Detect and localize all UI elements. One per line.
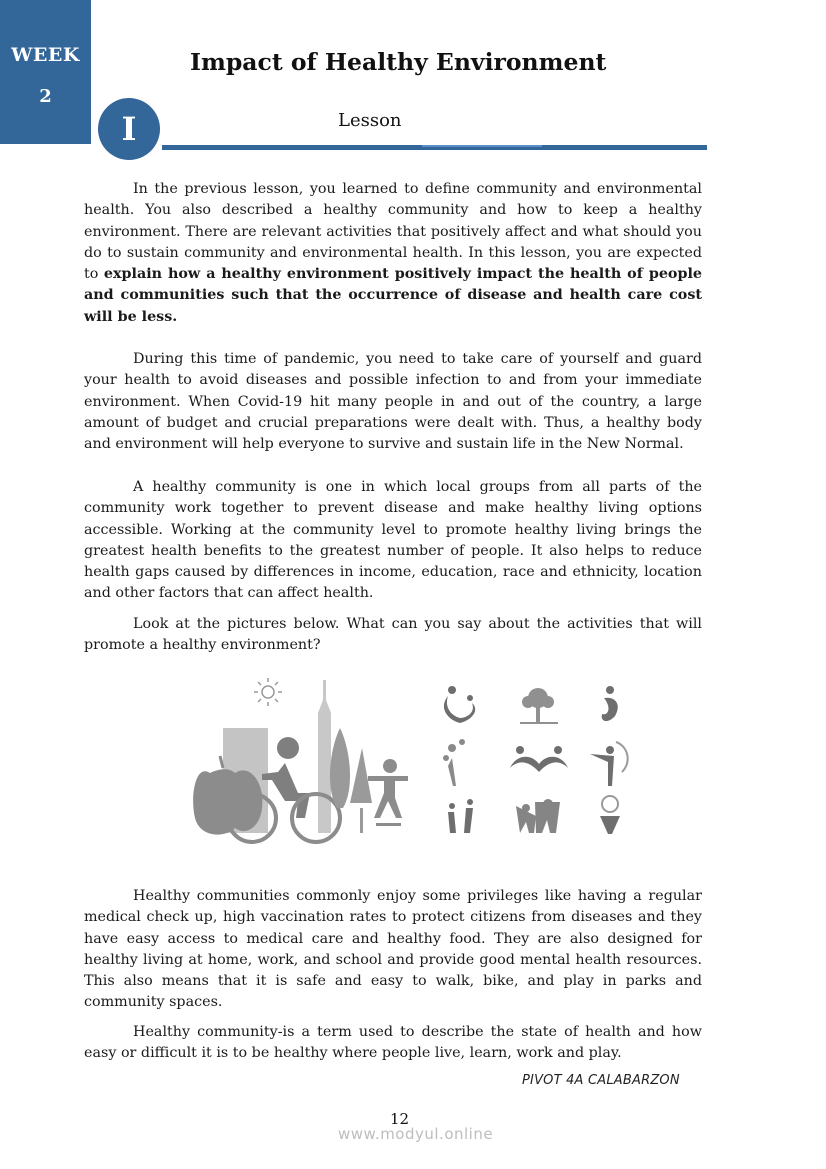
sun-person-logo [600, 796, 620, 834]
paragraph-privileges [84, 886, 702, 1014]
week-number: 2 [39, 86, 52, 107]
week-label: WEEK [11, 44, 80, 66]
healthy-community-text: A healthy community is one in which local groups from all parts of the community work together to prevent disease and make healthy living options accessible. Working at the community level to promote healthy living brings the greatest health benefits to the greatest number of people. It also helps to reduce health gaps caused by differences in income, education, race and ethnicity, location and other factors that can affect health. [84, 479, 702, 602]
skyscraper-icon [318, 680, 331, 833]
definition-text: Healthy community-is a term used to describe the state of health and how easy or difficult it is to be healthy where people live, learn, work and play. [84, 1024, 702, 1062]
paragraph-healthy-community [84, 477, 702, 605]
jumping-people-logo [516, 799, 560, 833]
pandemic-text: During this time of pandemic, you need to take care of yourself and guard your health to avoid diseases and possible infection to and from your immediate environment. When Covid-19 hit many people in and out of the country, a large amount of budget and crucial preparations were dealt with. Thus, a healthy body and environment will help everyone to survive and sustain life in the New Normal. [84, 351, 702, 453]
paragraph-definition [84, 1022, 702, 1065]
paragraph-look-pictures [84, 614, 702, 657]
intro-text: In the previous lesson, you learned to define community and environmental health. You also described a healthy community and how to keep a healthy environment. There are relevant activities that positively affect and what should you do to sustain community and environmental health. In this lesson, you are expected to [84, 181, 702, 283]
watermark-link[interactable]: www.modyul.online [338, 1125, 494, 1143]
skater-icon [368, 759, 408, 826]
tree-person-logo [520, 688, 558, 724]
footer-brand: PIVOT 4A CALABARZON [522, 1073, 680, 1088]
section-letter-badge: I [98, 98, 160, 160]
flower-person-logo [443, 739, 465, 786]
sun-icon [254, 678, 282, 706]
wellness-logo-grid [443, 686, 628, 834]
intro-objective: explain how a healthy environment positively impact the health of people and communities such that the occurrence of disease and health care cost will be less. [84, 266, 702, 325]
section-divider [162, 145, 707, 150]
pine-tree-icon [350, 748, 372, 803]
section-label: Lesson [338, 110, 402, 131]
paragraph-pandemic [84, 349, 702, 455]
look-pictures-text: Look at the pictures below. What can you say about the activities that will promote a healthy environment? [84, 616, 702, 654]
tree-icon [330, 728, 350, 808]
page-title: Impact of Healthy Environment [190, 48, 607, 76]
reaching-person-logo [590, 742, 628, 786]
week-badge [0, 0, 91, 144]
runner-leaf-logo [602, 686, 618, 721]
page-number: 12 [390, 1110, 410, 1128]
family-heart-logo [444, 686, 475, 723]
two-people-logo [448, 799, 473, 833]
healthy-city-illustration [193, 678, 408, 842]
couple-heart-logo [510, 746, 568, 772]
activities-pictures [190, 668, 640, 848]
paragraph-intro [84, 179, 702, 328]
privileges-text: Healthy communities commonly enjoy some privileges like having a regular medical check up, high vaccination rates to protect citizens from diseases and they have easy access to medical care and healthy food. They are also designed for healthy living at home, work, and school and provide good mental health resources. This also means that it is safe and easy to walk, bike, and play in parks and community spaces. [84, 888, 702, 1011]
